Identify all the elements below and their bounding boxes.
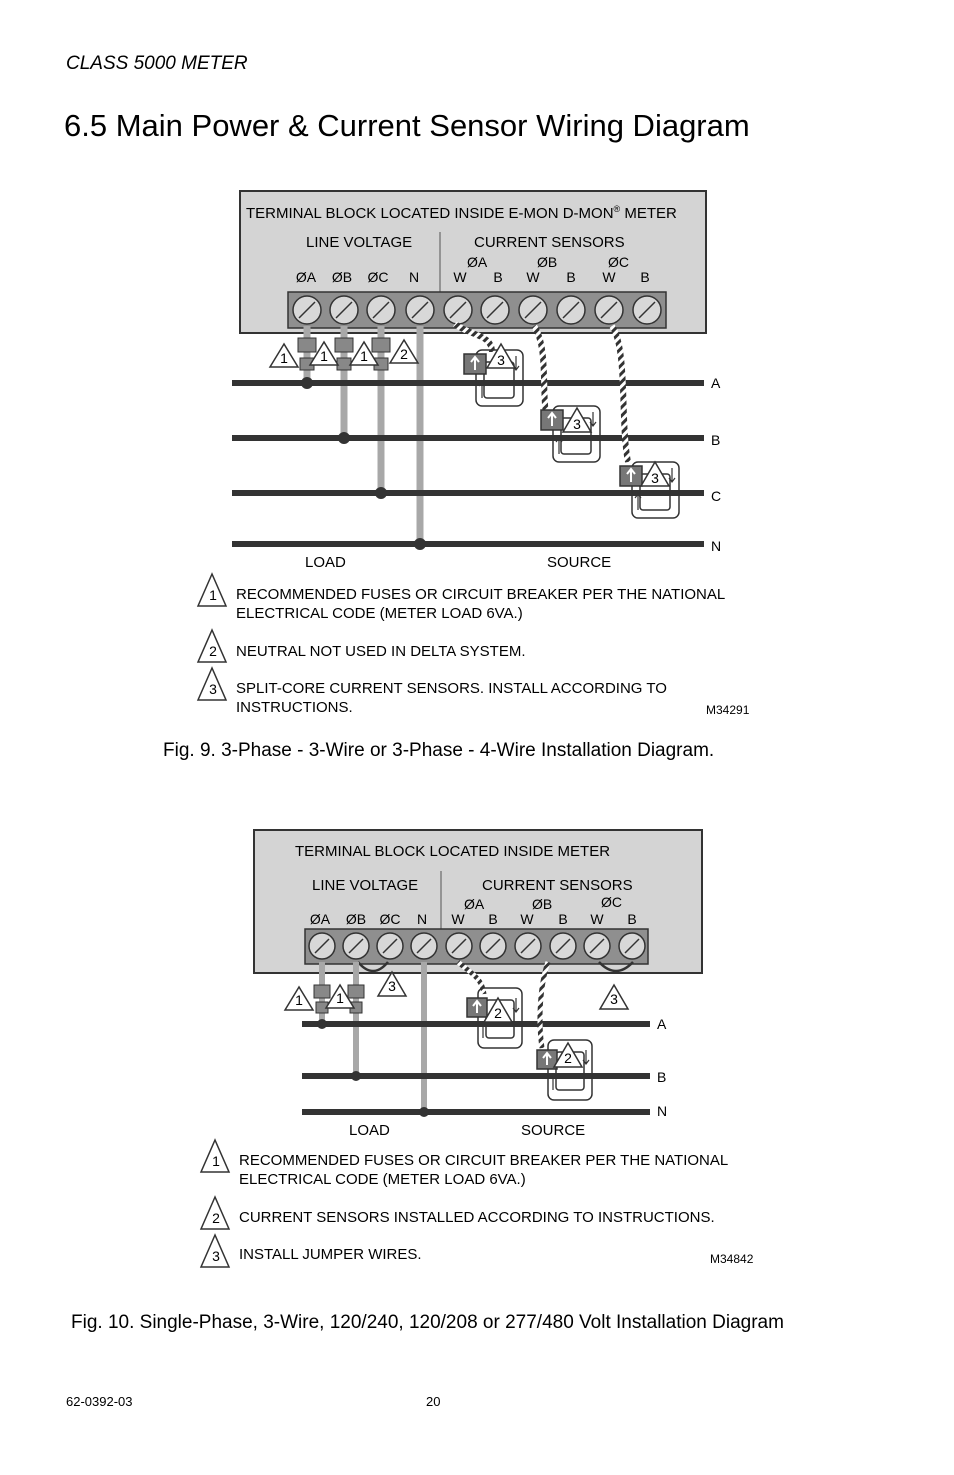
fig10-current-sensors [467, 988, 592, 1100]
callout-number: 1 [336, 990, 344, 1006]
fig10-phase-header: ØB [532, 896, 553, 912]
terminal-label: B [627, 911, 637, 927]
note-text: ELECTRICAL CODE (METER LOAD 6VA.) [239, 1171, 526, 1188]
figure-9-diagram [198, 191, 750, 717]
figure-10-diagram [201, 830, 754, 1267]
note-text: SPLIT-CORE CURRENT SENSORS. INSTALL ACCORDING TO [236, 680, 667, 697]
note-number: 1 [209, 587, 217, 603]
callout-number: 3 [388, 978, 396, 994]
fig10-source-label: SOURCE [521, 1122, 586, 1139]
current-sensor-b [541, 406, 600, 462]
terminal-label: W [451, 911, 465, 927]
fig10-line-labels [657, 1016, 667, 1119]
terminal-label: N [408, 269, 420, 285]
fig9-drawing-code: M34291 [706, 703, 750, 717]
line-label: N [711, 538, 722, 554]
fig9-sensor-leads [455, 324, 628, 462]
fig9-junction-dots [301, 377, 426, 550]
terminal-label: W [526, 269, 540, 285]
terminal-label: ØA [295, 269, 317, 285]
note-text: NEUTRAL NOT USED IN DELTA SYSTEM. [236, 643, 526, 660]
fig10-phase-header: ØA [464, 896, 485, 912]
figure-10-caption: Fig. 10. Single-Phase, 3-Wire, 120/240, 120/208 or 277/480 Volt Installation Diagram [71, 1312, 784, 1333]
terminal-label: W [590, 911, 604, 927]
terminal-label: ØC [379, 911, 401, 927]
note-text: RECOMMENDED FUSES OR CIRCUIT BREAKER PER THE NATIONAL [236, 586, 726, 603]
fig9-phase-header: ØB [537, 254, 558, 270]
terminal-label: B [640, 269, 650, 285]
fig9-phase-header: ØA [467, 254, 488, 270]
note-text: RECOMMENDED FUSES OR CIRCUIT BREAKER PER THE NATIONAL [239, 1152, 729, 1169]
callout-number: 3 [573, 416, 581, 432]
note-number: 1 [212, 1153, 220, 1169]
callout-number: 2 [400, 346, 408, 362]
note-text: INSTALL JUMPER WIRES. [239, 1246, 422, 1263]
terminal-label: B [566, 269, 576, 285]
doc-number: 62-0392-03 [66, 1394, 133, 1409]
fig10-line-voltage-label: LINE VOLTAGE [312, 877, 419, 894]
terminal-label: W [602, 269, 616, 285]
fig10-drawing-code: M34842 [710, 1252, 754, 1266]
fig9-line-voltage-label: LINE VOLTAGE [306, 234, 413, 251]
callout-number: 3 [610, 991, 618, 1007]
terminal-label: ØB [331, 269, 353, 285]
terminal-label: B [558, 911, 568, 927]
note-number: 3 [209, 681, 217, 697]
fig10-junction-dots [317, 1019, 429, 1117]
fig9-notes [236, 586, 725, 716]
fig9-load-label: LOAD [305, 554, 346, 571]
fig10-box-title: TERMINAL BLOCK LOCATED INSIDE METER [295, 843, 611, 860]
line-label: B [657, 1069, 667, 1085]
callout-number: 2 [494, 1005, 502, 1021]
line-label: A [657, 1016, 667, 1032]
terminal-label: ØC [367, 269, 389, 285]
fig10-phase-header: ØC [601, 894, 622, 910]
fig9-box-title: TERMINAL BLOCK LOCATED INSIDE E-MON D-MON® METER [246, 204, 677, 222]
terminal-label: W [453, 269, 467, 285]
terminal-label: B [488, 911, 498, 927]
note-text: INSTRUCTIONS. [236, 699, 353, 716]
line-label: B [711, 432, 721, 448]
terminal-label: ØB [345, 911, 367, 927]
callout-number: 2 [564, 1050, 572, 1066]
callout-number: 3 [651, 470, 659, 486]
terminal-label: N [416, 911, 428, 927]
callout-number: 1 [360, 348, 368, 364]
fig10-load-label: LOAD [349, 1122, 390, 1139]
callout-number: 1 [295, 992, 303, 1008]
terminal-label: ØA [309, 911, 331, 927]
note-number: 2 [212, 1210, 220, 1226]
terminal-label: B [493, 269, 503, 285]
callout-number: 1 [320, 348, 328, 364]
note-number: 2 [209, 643, 217, 659]
fig9-current-sensors-label: CURRENT SENSORS [474, 234, 625, 251]
fig10-current-sensors-label: CURRENT SENSORS [482, 877, 633, 894]
page-number: 20 [426, 1394, 441, 1409]
terminal-label: W [520, 911, 534, 927]
note-number: 3 [212, 1248, 220, 1264]
section-title: 6.5 Main Power & Current Sensor Wiring Diagram [64, 108, 750, 143]
line-label: C [711, 488, 722, 504]
note-text: ELECTRICAL CODE (METER LOAD 6VA.) [236, 605, 523, 622]
callout-number: 1 [280, 350, 288, 366]
line-label: A [711, 375, 721, 391]
fig9-phase-header: ØC [608, 254, 629, 270]
document-header: CLASS 5000 METER [66, 53, 248, 74]
figure-9-caption: Fig. 9. 3-Phase - 3-Wire or 3-Phase - 4-Wire Installation Diagram. [163, 740, 715, 761]
callout-number: 3 [497, 352, 505, 368]
fig10-notes [239, 1152, 728, 1263]
line-label: N [657, 1103, 668, 1119]
fig9-line-labels [711, 375, 721, 554]
fig9-source-label: SOURCE [547, 554, 612, 571]
fig10-voltage-wires [322, 962, 424, 1112]
note-text: CURRENT SENSORS INSTALLED ACCORDING TO INSTRUCTIONS. [239, 1209, 715, 1226]
